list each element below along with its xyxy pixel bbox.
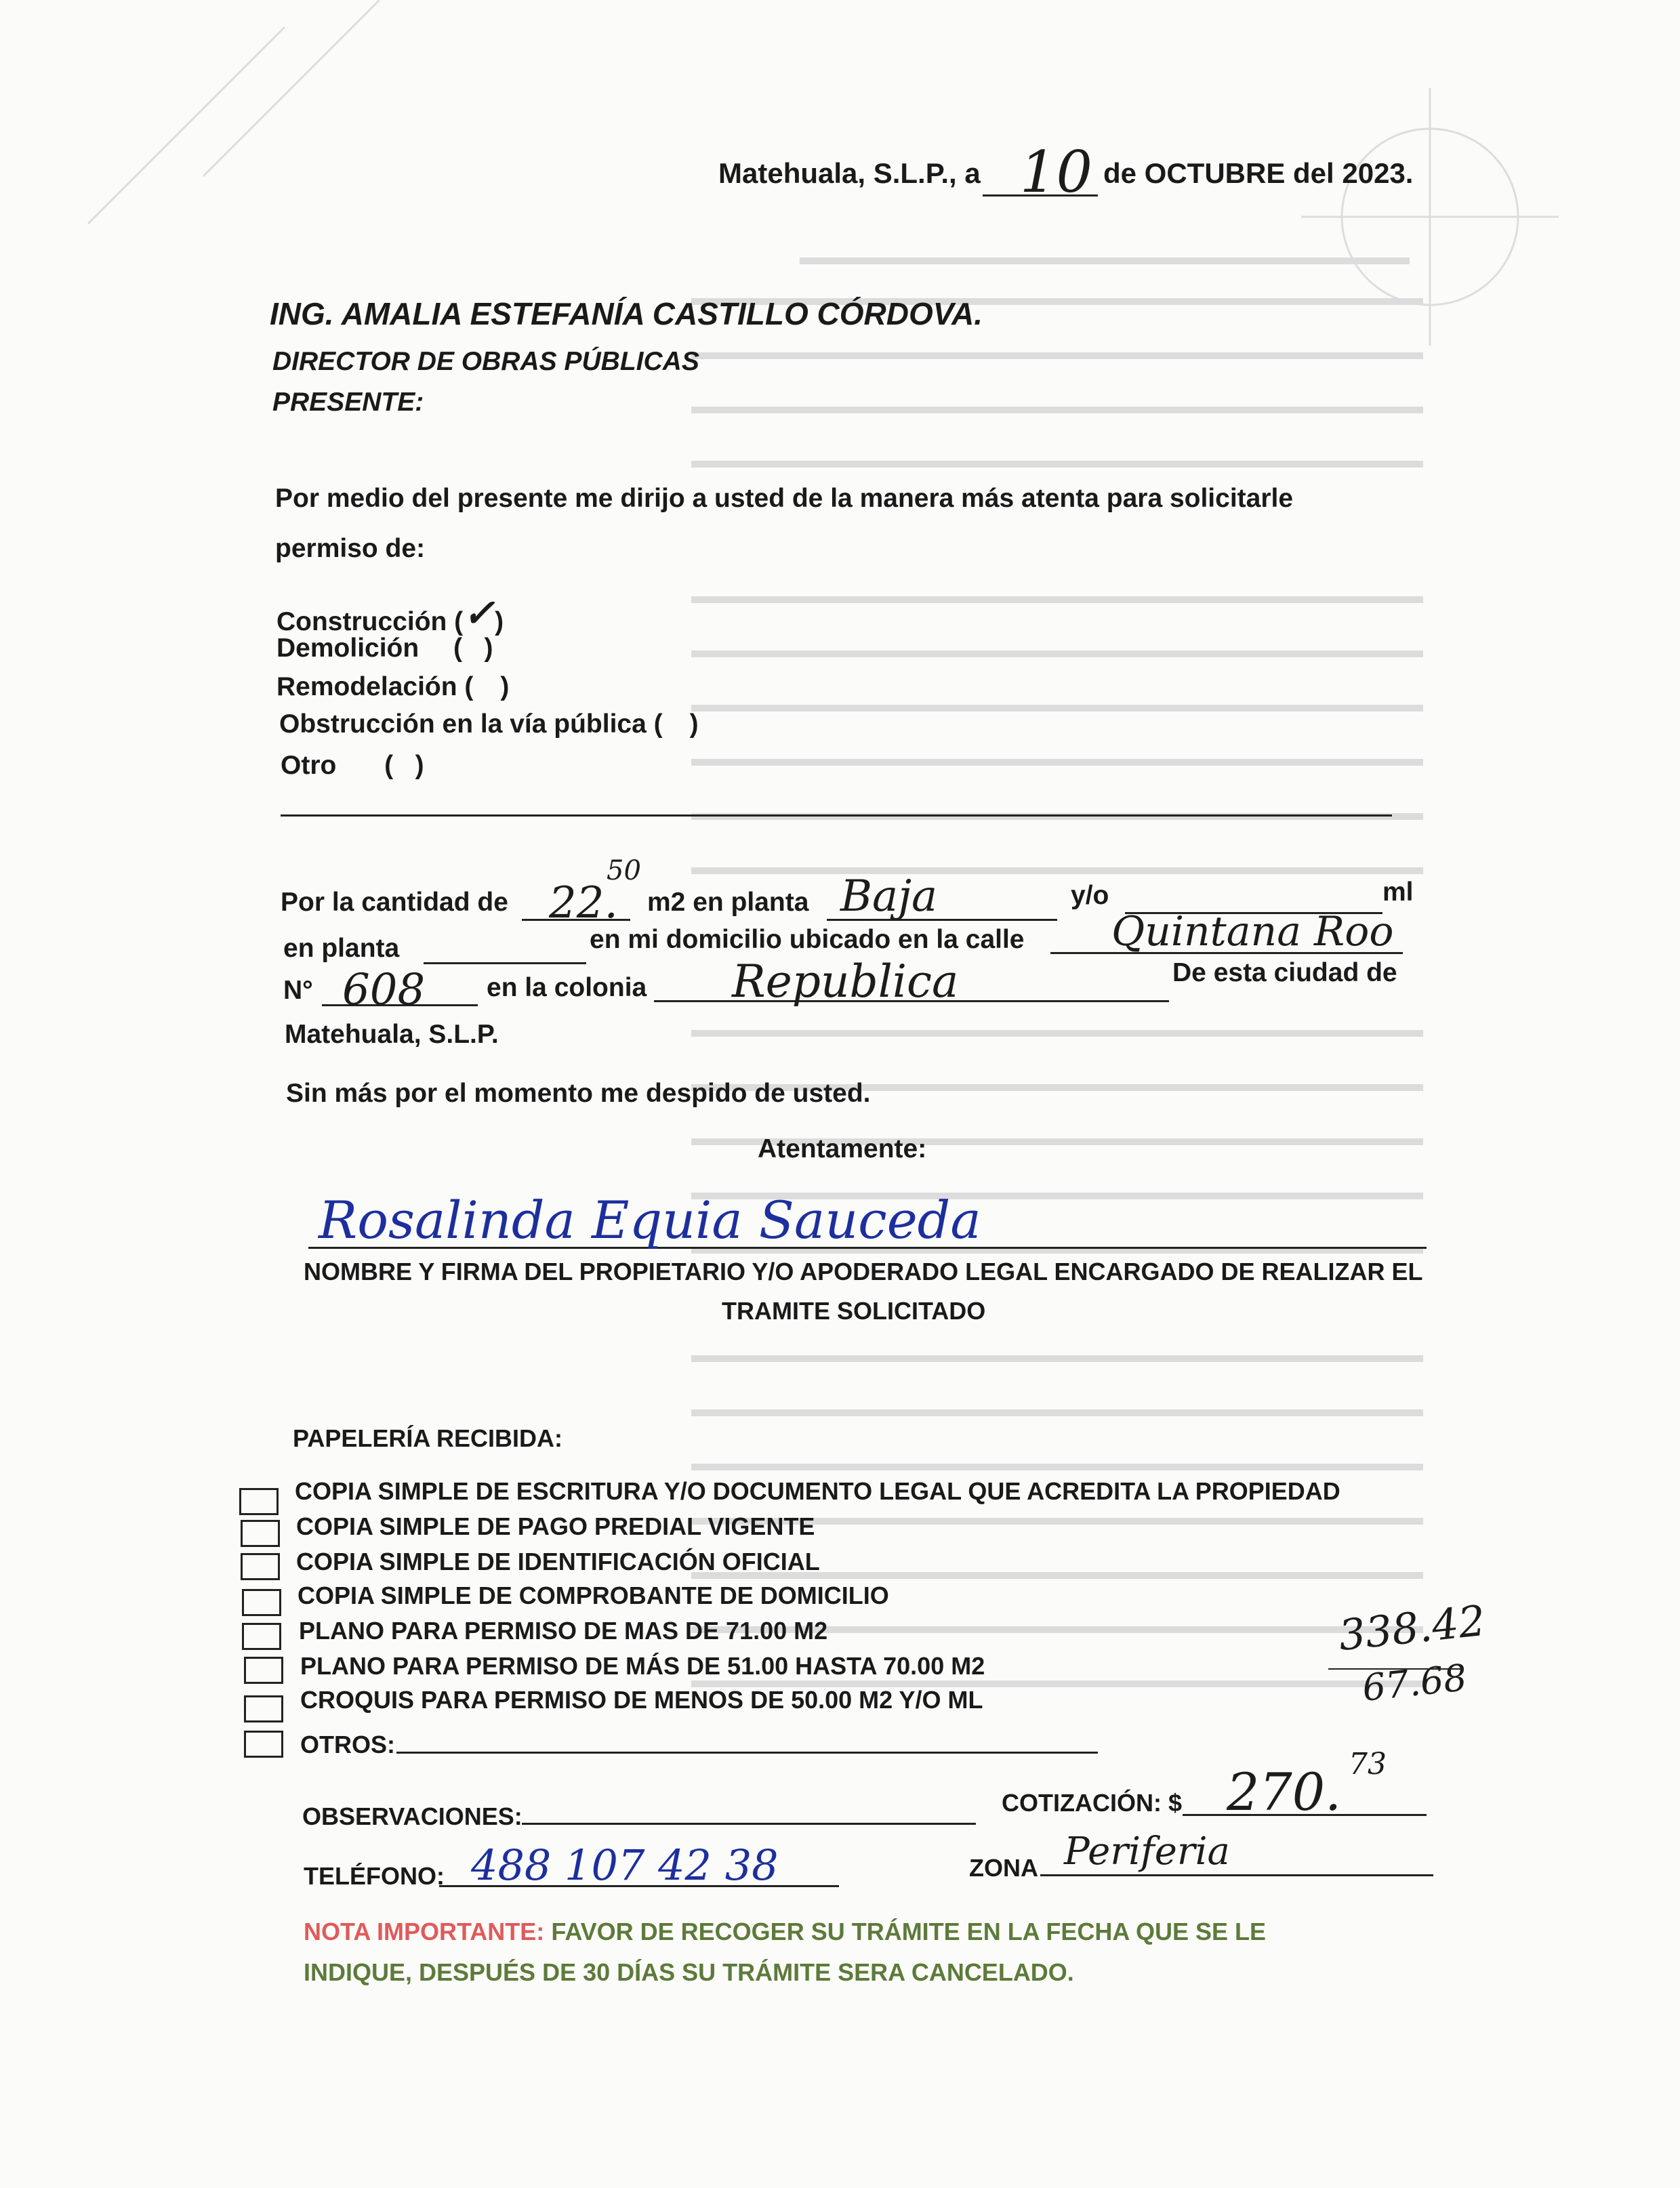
permit-construccion-close: ) [495,607,504,636]
ml-label: ml [1382,878,1414,907]
signature-name[interactable]: Rosalinda Equia Sauceda [319,1190,981,1250]
permit-remodelacion [276,672,509,702]
zona-value[interactable]: Periferia [1064,1830,1230,1874]
observaciones-label: OBSERVACIONES: [302,1802,523,1830]
colonia-value[interactable]: Republica [732,955,959,1008]
nota-line-2: INDIQUE, DESPUÉS DE 30 DÍAS SU TRÁMITE SERA CANCELADO. [304,1958,1074,1986]
date-day-value: 10 [1020,139,1092,205]
permit-otro-label: Otro [281,751,337,780]
permit-demolicion-label: Demolición [276,634,419,663]
recipient-name: ING. AMALIA ESTEFANÍA CASTILLO CÓRDOVA. [270,296,983,331]
doc-item-8: OTROS: [300,1731,395,1758]
qty-decimal: 50 [607,855,641,886]
permit-demolicion [276,634,493,663]
en-planta-label: en planta [283,934,400,963]
permit-demolicion-checkbox[interactable]: ( ) [453,634,493,663]
cotizacion-value[interactable]: 270. [1227,1762,1342,1822]
doc-checkbox-2[interactable] [241,1520,280,1547]
permit-otro-checkbox[interactable]: ( ) [384,751,424,780]
regards-text: Atentamente: [758,1134,927,1163]
date-suffix: de OCTUBRE del 2023. [1103,157,1414,189]
zona-line [1040,1874,1433,1876]
doc-checkbox-1[interactable] [239,1488,279,1515]
otros-line[interactable] [396,1752,1098,1754]
doc-checkbox-5[interactable] [242,1623,281,1650]
doc-checkbox-7[interactable] [244,1695,283,1722]
permit-obstruccion [279,709,699,739]
en-planta-line[interactable] [424,962,586,964]
permit-obstruccion-label: Obstrucción en la vía pública ( [279,709,663,739]
recipient-greeting: PRESENTE: [272,388,424,417]
date-prefix: Matehuala, S.L.P., a [718,157,981,189]
signature-caption-2: TRAMITE SOLICITADO [722,1297,986,1325]
permit-remodelacion-label: Remodelación ( [276,672,474,701]
permit-obstruccion-close: ) [689,709,699,739]
telefono-value[interactable]: 488 107 42 38 [471,1840,779,1890]
farewell-text: Sin más por el momento me despido de usted. [286,1079,871,1108]
domicilio-label: en mi domicilio ubicado en la calle [590,925,1025,954]
recipient-title: DIRECTOR DE OBRAS PÚBLICAS [272,347,699,376]
intro-line-1: Por medio del presente me dirijo a usted de la manera más atenta para solicitarle [275,484,1294,513]
checkmark-icon[interactable]: ✓ [463,591,495,636]
nota-label: NOTA IMPORTANTE: [304,1918,545,1945]
doc-item-1: COPIA SIMPLE DE ESCRITURA Y/O DOCUMENTO LEGAL QUE ACREDITA LA PROPIEDAD [295,1477,1340,1505]
handwritten-sum-2: 67.68 [1360,1656,1469,1710]
qty-label: Por la cantidad de [281,888,508,917]
m2-label: m2 en planta [647,888,809,917]
number-value[interactable]: 608 [342,965,426,1015]
doc-checkbox-6[interactable] [244,1657,283,1684]
street-value[interactable]: Quintana Roo [1111,908,1394,955]
nota-line-1 [304,1918,1266,1946]
doc-item-2: COPIA SIMPLE DE PAGO PREDIAL VIGENTE [296,1512,815,1540]
doc-item-7: CROQUIS PARA PERMISO DE MENOS DE 50.00 M2 Y/O ML [300,1686,983,1714]
doc-checkbox-4[interactable] [242,1589,281,1616]
telefono-label: TELÉFONO: [304,1862,445,1890]
permit-remodelacion-close: ) [500,672,510,701]
intro-line-2: permiso de: [275,534,426,563]
doc-item-6: PLANO PARA PERMISO DE MÁS DE 51.00 HASTA 70.00 M2 [300,1652,985,1680]
doc-item-3: COPIA SIMPLE DE IDENTIFICACIÓN OFICIAL [296,1548,820,1575]
permit-otro-line[interactable] [281,814,1392,817]
city-line-2: Matehuala, S.L.P. [285,1020,499,1049]
cotizacion-label: COTIZACIÓN: $ [1002,1789,1182,1817]
yo-label: y/o [1071,881,1109,910]
doc-item-5: PLANO PARA PERMISO DE MAS DE 71.00 M2 [299,1617,828,1645]
zona-label: ZONA [969,1854,1038,1882]
doc-checkbox-3[interactable] [241,1553,280,1580]
colonia-label: en la colonia [487,973,647,1002]
cotizacion-cents: 73 [1349,1747,1387,1781]
city-label: De esta ciudad de [1172,958,1397,987]
doc-item-4: COPIA SIMPLE DE COMPROBANTE DE DOMICILIO [298,1582,889,1609]
observaciones-line[interactable] [522,1823,976,1825]
permit-otro [281,751,424,781]
handwritten-sum-1: 338.42 [1336,1595,1488,1661]
number-label: N° [283,976,313,1005]
documents-heading: PAPELERÍA RECIBIDA: [293,1424,563,1452]
sum-underline [1328,1668,1464,1670]
doc-checkbox-8[interactable] [244,1731,283,1758]
permit-construccion-label: Construcción ( [276,607,464,636]
floor-value[interactable]: Baja [840,871,938,922]
qty-value[interactable]: 22. [549,878,618,928]
signature-caption-1: NOMBRE Y FIRMA DEL PROPIETARIO Y/O APODERADO LEGAL ENCARGADO DE REALIZAR EL [304,1258,1423,1285]
nota-text-1: FAVOR DE RECOGER SU TRÁMITE EN LA FECHA QUE SE LE [551,1918,1267,1945]
